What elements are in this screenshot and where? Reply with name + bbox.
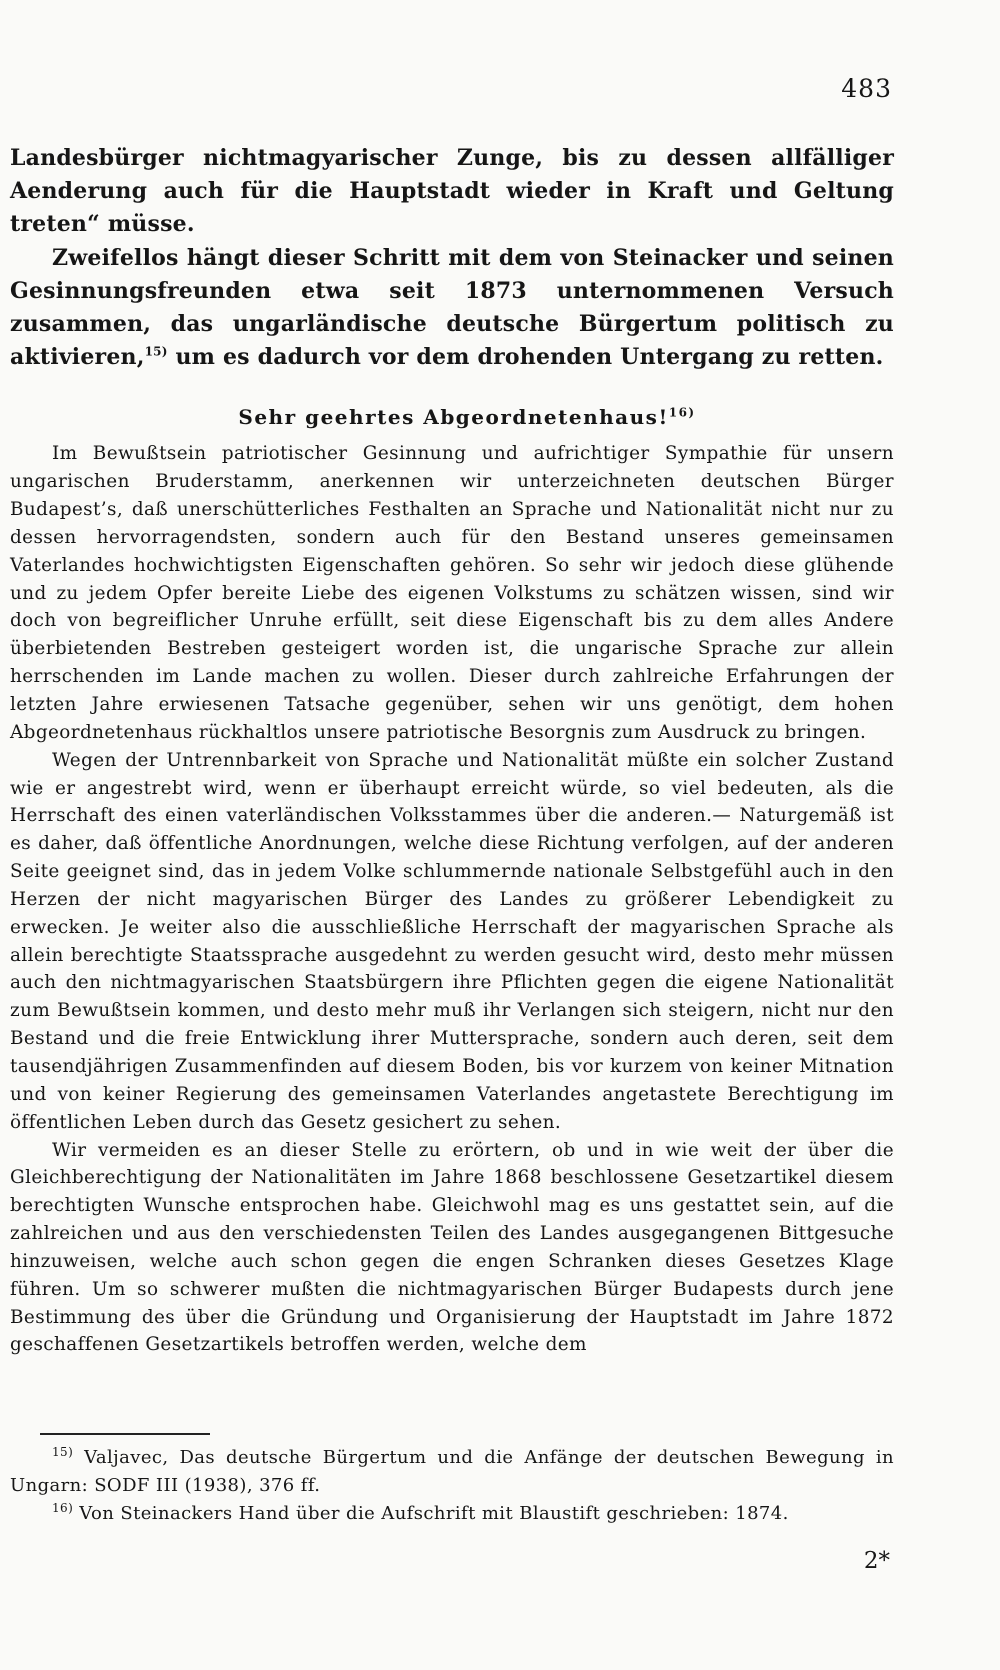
petition-paragraph-1: Im Bewußtsein patriotischer Gesinnung und aufrichtiger Sympathie für unsern ungarischen Bruderstamm, anerkennen wir unterzeichneten deutschen Bürger Budapest’s, daß unerschütterliches Festhalten an Sprache und Nationalität nicht nur zu dessen hervorragendsten, sondern auch für den Bestand unseres gemeinsamen Vaterlandes hochwichtigsten Eigenschaften gehören. So sehr wir jedoch diese glühende und zu jedem Opfer bereite Liebe des eigenen Volkstums zu schätzen wissen, sind wir doch von begreiflicher Unruhe erfüllt, seit diese Eigenschaft bis zu dem alles Andere überbietenden Bestreben gesteigert worden ist, die ungarische Sprache zur allein herrschenden im Lande machen zu wollen. Dieser durch zahlreiche Erfahrungen der letzten Jahre erwiesenen Tatsache gegenüber, sehen wir uns genötigt, dem hohen Abgeordnetenhaus rückhaltlos unsere patriotische Besorgnis zum Ausdruck zu bringen. bbox=[10, 443, 894, 743]
footnotes bbox=[10, 1444, 894, 1528]
salutation-text: Sehr geehrtes Abgeordnetenhaus! bbox=[238, 405, 669, 430]
footnote-15 bbox=[10, 1444, 894, 1500]
footnote-15-text: Valjavec, Das deutsche Bürgertum und die Anfänge der deutschen Bewegung in Ungarn: SODF III (1938), 376 ff. bbox=[10, 1447, 895, 1496]
footnote-16 bbox=[10, 1500, 894, 1528]
footnote-ref-15: 15) bbox=[144, 344, 168, 359]
intro-paragraph-2-tail: um es dadurch vor dem drohenden Untergang zu retten. bbox=[167, 344, 884, 371]
intro-paragraph-2-text: Zweifellos hängt dieser Schritt mit dem von Steinacker und seinen Gesinnungsfreunden etwa seit 1873 unternommenen Versuch zusammen, das ungarländische deutsche Bürgertum politisch zu aktivieren, bbox=[10, 244, 894, 371]
petition-text bbox=[10, 440, 894, 1359]
signature-mark: 2* bbox=[863, 1548, 890, 1574]
footnote-ref-16: 16) bbox=[668, 405, 696, 420]
letter-salutation bbox=[10, 402, 894, 432]
footnote-divider bbox=[40, 1433, 210, 1435]
footnote-16-text: Von Steinackers Hand über die Aufschrift mit Blaustift geschrieben: 1874. bbox=[79, 1503, 789, 1524]
main-text bbox=[10, 142, 894, 1359]
intro-paragraph-2 bbox=[10, 242, 894, 375]
page-number: 483 bbox=[841, 74, 892, 103]
petition-paragraph-2: Wegen der Untrennbarkeit von Sprache und Nationalität müßte ein solcher Zustand wie er angestrebt wird, wenn er überhaupt erreicht würde, so viel bedeuten, als die Herrschaft des einen vaterländischen Volksstammes über die anderen.— Naturgemäß ist es daher, daß öffentliche Anordnungen, welche diese Richtung verfolgen, auf der anderen Seite geeignet sind, das in jedem Volke schlummernde nationale Selbstgefühl auch in den Herzen der nicht magyarischen Bürger des Landes zu größerer Lebendigkeit zu erwecken. Je weiter also die ausschließliche Herrschaft der magyarischen Sprache als allein berechtigte Staatssprache ausgedehnt zu werden gesucht wird, desto mehr müssen auch den nichtmagyarischen Staatsbürgern ihre Pflichten gegen die eigene Nationalität zum Bewußtsein kommen, und desto mehr muß ihr Verlangen sich steigern, nicht nur den Bestand und die freie Entwicklung ihrer Muttersprache, sondern auch deren, seit dem tausendjährigen Zusammenfinden auf diesem Boden, bis vor kurzem von keiner Mitnation und von keiner Regierung des gemeinsamen Vaterlandes angetastete Berechtigung im öffentlichen Leben durch das Gesetz gesichert zu sehen. bbox=[10, 749, 894, 1133]
footnote-16-ref: 16) bbox=[52, 1501, 74, 1515]
footnote-15-ref: 15) bbox=[52, 1445, 74, 1459]
intro-paragraph-1: Landesbürger nichtmagyarischer Zunge, bis zu dessen allfälliger Aenderung auch für die Hauptstadt wieder in Kraft und Geltung treten“ müsse. bbox=[10, 145, 894, 238]
petition-paragraph-3: Wir vermeiden es an dieser Stelle zu erörtern, ob und in wie weit der über die Gleichberechtigung der Nationalitäten im Jahre 1868 beschlossene Gesetzartikel diesem berechtigten Wunsche entsprochen habe. Gleichwohl mag es uns gestattet sein, auf die zahlreichen und aus den verschiedensten Teilen des Landes ausgegangenen Bittgesuche hinzuweisen, welche auch schon gegen die engen Schranken dieses Gesetzes Klage führen. Um so schwerer mußten die nichtmagyarischen Bürger Budapests durch jene Bestimmung des über die Gründung und Organisierung der Hauptstadt im Jahre 1872 geschaffenen Gesetzartikels betroffen werden, welche dem bbox=[10, 1139, 894, 1356]
